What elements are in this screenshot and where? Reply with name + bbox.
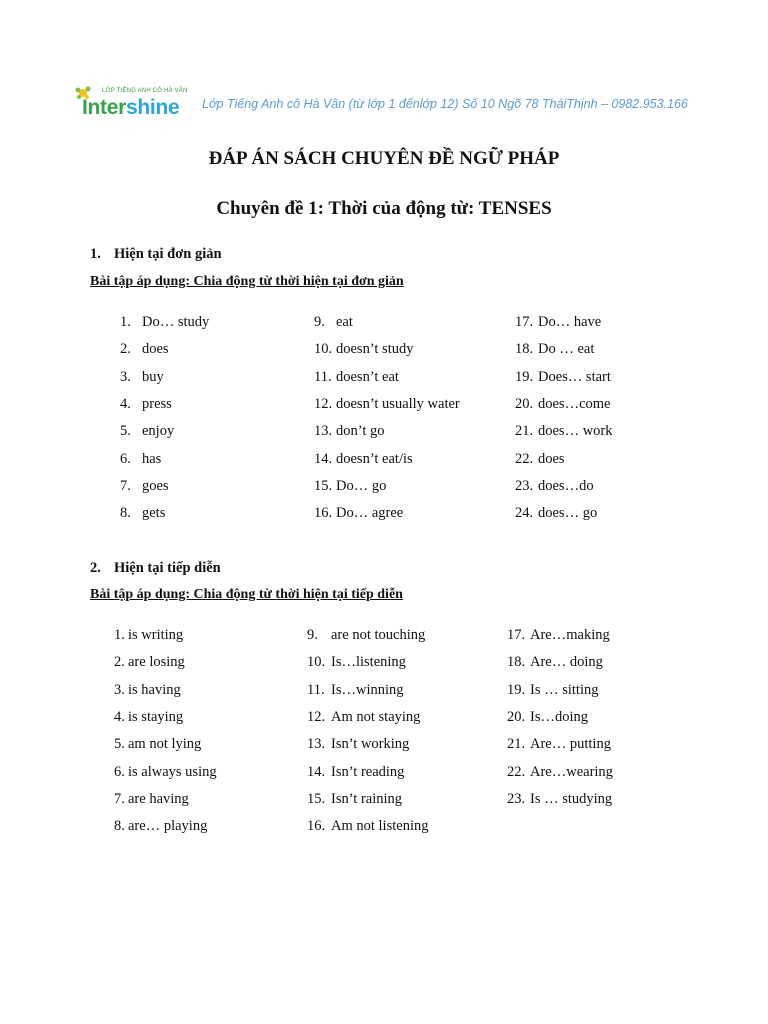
answer-number: 20. xyxy=(507,708,526,725)
answer-number: 14. xyxy=(314,450,333,467)
answer-text: Does… start xyxy=(538,368,611,385)
answer-text: Is … studying xyxy=(530,790,613,807)
answer-item xyxy=(507,709,588,726)
logo-word-main: Inter xyxy=(82,96,127,119)
answer-item xyxy=(515,451,565,468)
answer-text: Is…winning xyxy=(331,681,404,698)
answer-text: does xyxy=(142,341,169,358)
section-2-exercise-title: Bài tập áp dụng: Chia động từ thời hiện tại tiếp diễn xyxy=(90,587,403,602)
answer-text: doesn’t eat xyxy=(336,368,399,385)
answer-item xyxy=(507,791,612,808)
logo-wordmark xyxy=(82,96,179,120)
answer-item xyxy=(114,818,207,835)
section-number: 1. xyxy=(90,246,101,262)
answer-item xyxy=(314,369,399,386)
section-2-heading xyxy=(90,560,221,577)
answer-item xyxy=(314,396,460,413)
answer-text: Do … eat xyxy=(538,341,595,358)
answer-text: Are… putting xyxy=(530,736,611,753)
answer-item xyxy=(120,341,169,358)
answer-item xyxy=(120,369,164,386)
answer-number: 19. xyxy=(515,368,534,385)
answer-item xyxy=(314,423,384,440)
answer-text: Are… doing xyxy=(530,654,603,671)
answer-item xyxy=(314,314,353,331)
answer-text: goes xyxy=(142,477,169,494)
answer-item xyxy=(507,736,611,753)
answer-text: Is … sitting xyxy=(530,681,599,698)
answer-number: 1. xyxy=(120,314,131,330)
answer-item xyxy=(515,505,597,522)
answer-item xyxy=(114,709,183,726)
section-number: 2. xyxy=(90,560,101,576)
answer-number: 7. xyxy=(114,790,125,807)
answer-text: does xyxy=(538,450,565,467)
answer-number: 8. xyxy=(120,505,131,522)
answer-text: doesn’t study xyxy=(336,341,414,358)
answer-text: is writing xyxy=(128,627,184,643)
answer-item xyxy=(114,736,201,753)
answer-number: 17. xyxy=(507,627,526,643)
answer-item xyxy=(515,341,594,358)
answer-text: is staying xyxy=(128,708,184,725)
answer-number: 2. xyxy=(120,341,131,358)
answer-number: 16. xyxy=(307,818,326,835)
answer-item xyxy=(307,791,402,808)
answer-item xyxy=(314,451,413,468)
answer-text: gets xyxy=(142,505,166,522)
answer-item xyxy=(515,423,613,440)
answer-number: 6. xyxy=(114,763,125,780)
answer-text: are not touching xyxy=(331,627,426,643)
section-title: Hiện tại đơn giản xyxy=(114,246,222,262)
answer-text: does… work xyxy=(538,423,613,440)
answer-number: 2. xyxy=(114,654,125,671)
answer-text: does…do xyxy=(538,477,594,494)
section-1-heading xyxy=(90,246,222,263)
answer-number: 3. xyxy=(120,368,131,385)
answer-item xyxy=(120,423,174,440)
answer-number: 12. xyxy=(314,395,333,412)
answer-text: Do… have xyxy=(538,314,602,330)
answer-number: 5. xyxy=(120,423,131,440)
answer-text: has xyxy=(142,450,162,467)
answer-item xyxy=(307,818,428,835)
answer-text: Is…doing xyxy=(530,708,588,725)
intershine-logo xyxy=(74,84,188,124)
answer-text: Do… agree xyxy=(336,505,404,522)
answer-item xyxy=(120,505,165,522)
answer-item xyxy=(507,682,598,699)
answer-text: press xyxy=(142,395,172,412)
answer-item xyxy=(307,682,404,699)
answer-item xyxy=(314,341,413,358)
answer-text: are… playing xyxy=(128,818,208,835)
answer-text: is having xyxy=(128,681,181,698)
answer-item xyxy=(307,709,420,726)
answer-number: 9. xyxy=(314,314,325,330)
answer-number: 17. xyxy=(515,314,534,330)
answer-item xyxy=(120,451,161,468)
answer-number: 19. xyxy=(507,681,526,698)
answer-item xyxy=(515,369,611,386)
answer-number: 23. xyxy=(507,790,526,807)
answer-text: Do… go xyxy=(336,477,387,494)
answer-text: Am not staying xyxy=(331,708,421,725)
document-title: ĐÁP ÁN SÁCH CHUYÊN ĐỀ NGỮ PHÁP xyxy=(208,148,560,169)
answer-number: 5. xyxy=(114,736,125,753)
answer-text: Isn’t raining xyxy=(331,790,403,807)
answer-text: does…come xyxy=(538,395,611,412)
answer-number: 12. xyxy=(307,708,326,725)
answer-text: doesn’t eat/is xyxy=(336,450,413,467)
answer-item xyxy=(114,791,189,808)
answer-item xyxy=(307,627,425,644)
answer-number: 10. xyxy=(307,654,326,671)
answer-item xyxy=(515,478,594,495)
answer-text: is always using xyxy=(128,763,217,780)
answer-item xyxy=(314,478,386,495)
answer-number: 21. xyxy=(507,736,526,753)
answer-number: 6. xyxy=(120,450,131,467)
section-1-exercise-title: Bài tập áp dụng: Chia động từ thời hiện tại đơn giản xyxy=(90,274,404,289)
answer-number: 14. xyxy=(307,763,326,780)
answer-number: 8. xyxy=(114,818,125,835)
answer-text: enjoy xyxy=(142,423,175,440)
answer-number: 10. xyxy=(314,341,333,358)
answer-item xyxy=(314,505,403,522)
answer-number: 23. xyxy=(515,477,534,494)
answer-number: 13. xyxy=(314,423,333,440)
chapter-title: Chuyên đề 1: Thời của động từ: TENSES xyxy=(216,198,552,219)
answer-item xyxy=(114,682,181,699)
answer-text: Are…making xyxy=(530,627,610,643)
answer-number: 11. xyxy=(314,368,332,385)
answer-text: don’t go xyxy=(336,423,385,440)
logo-tagline: LỚP TIẾNG ANH CÔ HÀ VÂN xyxy=(102,88,188,94)
answer-text: Am not listening xyxy=(331,818,429,835)
answer-item xyxy=(114,627,183,644)
answer-number: 20. xyxy=(515,395,534,412)
answer-text: Are…wearing xyxy=(530,763,613,780)
answer-item xyxy=(120,478,169,495)
answer-text: buy xyxy=(142,368,164,385)
answer-number: 22. xyxy=(515,450,534,467)
answer-text: Is…listening xyxy=(331,654,406,671)
answer-item xyxy=(120,396,172,413)
answer-number: 9. xyxy=(307,627,318,643)
answer-text: Isn’t reading xyxy=(331,763,405,780)
header-contact-info: Lớp Tiếng Anh cô Hà Vân (từ lớp 1 đếnlớp 12) Số 10 Ngõ 78 TháiThịnh – 0982.953.166 xyxy=(202,97,688,111)
answer-text: are having xyxy=(128,790,189,807)
answer-number: 4. xyxy=(120,395,131,412)
answer-text: Isn’t working xyxy=(331,736,410,753)
answer-text: eat xyxy=(336,314,353,330)
answer-number: 18. xyxy=(507,654,526,671)
answer-item xyxy=(307,764,404,781)
answer-text: doesn’t usually water xyxy=(336,395,460,412)
answer-item xyxy=(515,314,601,331)
answer-item xyxy=(307,736,409,753)
answer-item xyxy=(114,764,217,781)
answer-number: 1. xyxy=(114,627,125,643)
answer-text: are losing xyxy=(128,654,185,671)
answer-item xyxy=(307,654,406,671)
answer-number: 11. xyxy=(307,681,325,698)
answer-number: 4. xyxy=(114,708,125,725)
answer-number: 18. xyxy=(515,341,534,358)
answer-number: 15. xyxy=(307,790,326,807)
answer-number: 15. xyxy=(314,477,333,494)
answer-item xyxy=(507,654,603,671)
answer-text: am not lying xyxy=(128,736,202,753)
section-title: Hiện tại tiếp diễn xyxy=(114,560,221,576)
answer-item xyxy=(114,654,185,671)
answer-item xyxy=(515,396,610,413)
answer-number: 16. xyxy=(314,505,333,522)
answer-text: does… go xyxy=(538,505,598,522)
answer-number: 7. xyxy=(120,477,131,494)
answer-number: 24. xyxy=(515,505,534,522)
answer-item xyxy=(507,764,613,781)
logo-word-accent: shine xyxy=(126,96,180,119)
answer-item xyxy=(120,314,209,331)
answer-text: Do… study xyxy=(142,314,210,330)
answer-item xyxy=(507,627,610,644)
answer-number: 22. xyxy=(507,763,526,780)
answer-number: 3. xyxy=(114,681,125,698)
answer-number: 21. xyxy=(515,423,534,440)
answer-number: 13. xyxy=(307,736,326,753)
page-header xyxy=(0,0,768,140)
